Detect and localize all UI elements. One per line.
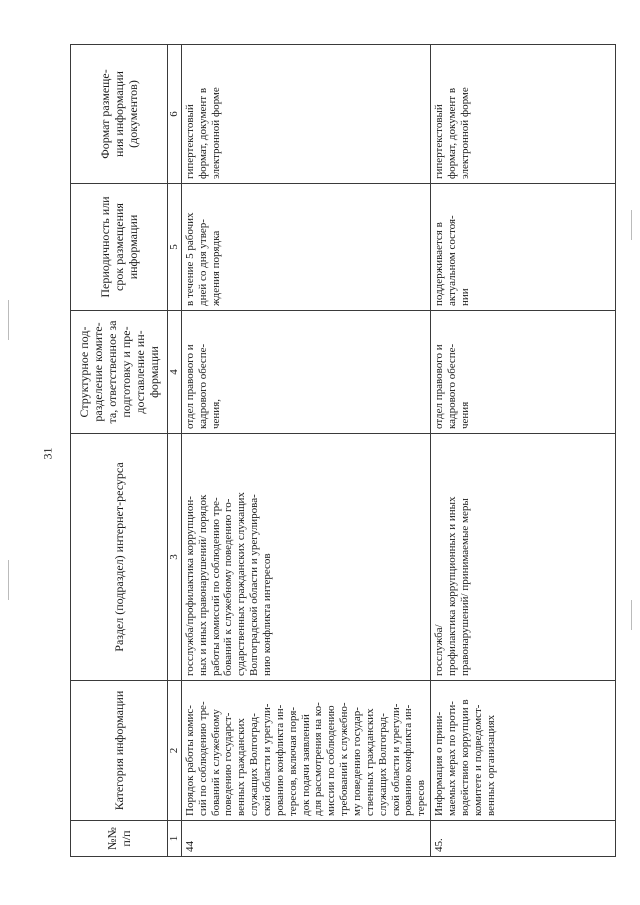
page-number: 31	[40, 447, 55, 460]
column-number: 5	[168, 184, 182, 311]
row-format: гипертекстовый формат, документ в электронной форме	[181, 45, 430, 184]
row-number: 45.	[431, 821, 616, 857]
row-section: госслужба/ профилактика коррупционных и иных правонарушений/ принимаемые меры	[431, 434, 616, 681]
column-number: 3	[168, 434, 182, 681]
row-section: госслужба/профилактика коррупцион- ных и иных правонарушений/ порядок работы комиссий по соблюдению тре- бований к служебному поведению го- сударственных гражданских служащих Волгоградской области и урегулирова- нию конфликта интересов	[181, 434, 430, 681]
header-section: Раздел (подраздел) интернет-ресурса	[71, 434, 168, 681]
table-row	[431, 45, 616, 857]
row-unit: отдел правового и кадрового обеспе- чения,	[181, 311, 430, 434]
header-category: Категория информации	[71, 681, 168, 821]
header-row	[71, 45, 168, 857]
header-period: Периодичность или срок размещения информации	[71, 184, 168, 311]
rotated-table-wrapper	[70, 45, 588, 857]
table-row	[181, 45, 430, 857]
scan-edge-mark	[8, 560, 9, 600]
scan-edge-mark	[8, 300, 9, 340]
column-number: 1	[168, 821, 182, 857]
row-number: 44	[181, 821, 430, 857]
information-table	[70, 44, 616, 857]
column-number: 2	[168, 681, 182, 821]
row-unit: отдел правового и кадрового обеспе- чения	[431, 311, 616, 434]
column-number-row	[168, 45, 182, 857]
document-table-frame	[70, 45, 588, 857]
row-category: Информация о прини- маемых мерах по проти- водействию коррупции в комитете и подведомст- венных организациях	[431, 681, 616, 821]
row-category: Порядок работы комис- сий по соблюдению тре- бований к служебному поведению государст- венных гражданских служащих Волгоград- ской области и урегули- рованию конфликта ин- тересов, включая поря- док подачи заявлений для рассмотрения на ко- миссии по соблюдению требований к служебно- му поведению государ- ственных гражданских служащих Волгоград- ской области и урегули- рованию конфликта ин- тересов	[181, 681, 430, 821]
row-format: гипертекстовый формат, документ в электронной форме	[431, 45, 616, 184]
scan-edge-mark	[631, 600, 632, 630]
scan-edge-mark	[631, 210, 632, 240]
row-period: в течение 5 рабочих дней со дня утвер- ждения порядка	[181, 184, 430, 311]
header-number: №№ п/п	[71, 821, 168, 857]
header-unit: Структурное под- разделение комите- та, ответственное за подготовку и пре- доставление ин- формации	[71, 311, 168, 434]
column-number: 4	[168, 311, 182, 434]
header-format: Формат размеще- ния информации (документов)	[71, 45, 168, 184]
row-period: поддерживается в актуальном состоя- нии	[431, 184, 616, 311]
column-number: 6	[168, 45, 182, 184]
